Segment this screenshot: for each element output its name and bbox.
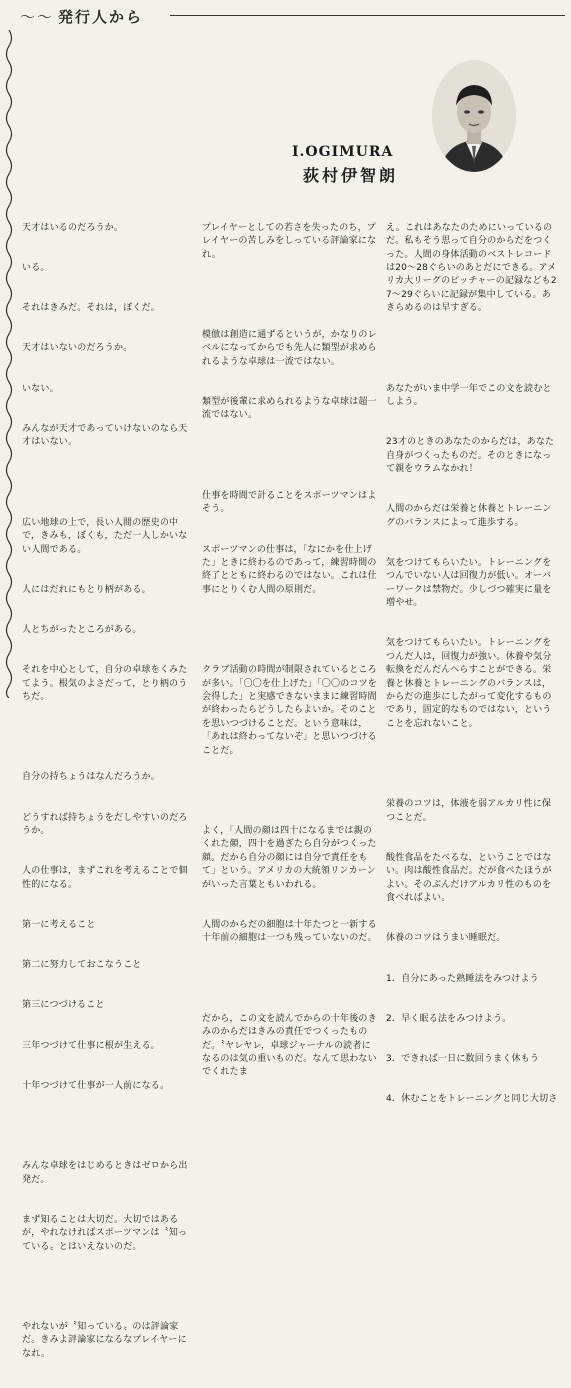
paragraph: あなたがいま中学一年でこの文を読むとしよう。 bbox=[386, 383, 552, 408]
paragraph: 第一に考えること bbox=[22, 919, 96, 930]
paragraph: それはきみだ。それは，ぼくだ。 bbox=[22, 303, 161, 314]
paragraph: 酸性食品をたべるな，ということではない。肉は酸性食品だ。だが食べたほうがよい。そのぶんだけアルカリ性のものを食べればよい。 bbox=[386, 852, 552, 904]
paragraph: プレイヤーとしての若さを失ったのち，プレイヤーの苦しみをしっている評論家になれ。 bbox=[202, 222, 377, 260]
paragraph: いる。 bbox=[22, 263, 50, 274]
text-column-2 bbox=[202, 195, 378, 1107]
paragraph: 広い地球の上で，長い人間の歴史の中で，きみも，ぼくも，ただ一人しかいない人間である。 bbox=[22, 517, 188, 555]
paragraph: いない。 bbox=[22, 383, 59, 394]
paragraph: 自分の持ちょうはなんだろうか。 bbox=[22, 772, 161, 783]
paragraph bbox=[202, 624, 378, 637]
paragraph: よく，「人間の顔は四十になるまでは親のくれた顔，四十を過ぎたら自分がつくった顔。だから自分の顔には自分で責任をもて」という。アメリカの大統領リンカーンがいった言葉ともいわれる。 bbox=[202, 826, 377, 890]
paragraph bbox=[202, 785, 378, 798]
paragraph: 人間のからだは栄養と休養とトレーニングのバランスによって進歩する。 bbox=[386, 504, 552, 528]
paragraph: 23才のときのあなたのからだは，あなた自身がつくったものだ。そのときになって親をウラムなかれ！ bbox=[386, 437, 555, 475]
paragraph bbox=[22, 477, 188, 490]
paragraph: 1．自分にあった熟睡法をみつけよう bbox=[386, 973, 539, 984]
author-name-japanese: 荻村伊智朗 bbox=[303, 166, 399, 185]
paragraph: やれないが〝知っている〟のは評論家だ。きみよ評論家になるなプレイヤーになれ。 bbox=[22, 1322, 187, 1359]
paragraph: 人とちがったところがある。 bbox=[22, 624, 142, 635]
paragraph: 類型が後輩に求められるような卓球は超一流ではない。 bbox=[202, 397, 377, 421]
paragraph: 十年つづけて仕事が一人前になる。 bbox=[22, 1080, 170, 1091]
paragraph: 第三につづけること bbox=[22, 1000, 105, 1011]
paragraph: 三年つづけて仕事に根が生える。 bbox=[22, 1040, 161, 1051]
portrait-illustration bbox=[432, 60, 516, 172]
paragraph: 4．休むことをトレーニングと同じ大切さ bbox=[386, 1094, 558, 1105]
paragraph: え。これはあなたのためにいっているのだ。私もそう思って自分のからだをつくった。人間の身体活動のベストレコードは20～28ぐらいのあとだにできる。アメリカ大リーグのピッチャーの記録なども27～29ぐらいに記録が集中している。あきらめるのは早すぎる。 bbox=[386, 222, 557, 314]
paragraph: みんな卓球をはじめるときはゼロから出発だ。 bbox=[22, 1161, 188, 1185]
paragraph: どうすれば持ちょうをだしやすいのだろうか。 bbox=[22, 812, 188, 837]
paragraph: クラブ活動の時間が制限されているところが多い。「〇〇を仕上げた」「〇〇のコツを会得した」と実感できないままに練習時間が終わったらどうしたらよいか。そのことを思いつづけることだ。という意味は，「あれは終わってないぞ」と思いつづけることだ。 bbox=[202, 665, 378, 756]
paragraph: 模倣は創造に通ずるというが，かなりのレベルになってからでも先人に類型が求められるような卓球は一流ではない。 bbox=[202, 330, 377, 367]
paragraph: 天才はいないのだろうか。 bbox=[22, 343, 133, 354]
paragraph: 人の仕事は，まずこれを考えることで個性的になる。 bbox=[22, 866, 188, 890]
text-column-1 bbox=[22, 195, 188, 1388]
paragraph bbox=[386, 342, 558, 355]
paragraph: 2．早く眠る法をみつけよう。 bbox=[386, 1013, 512, 1024]
paragraph: まず知ることは大切だ。大切ではあるが，やれなければスポーツマンは〝知っている〟とはいえないのだ。 bbox=[22, 1214, 188, 1252]
paragraph: 仕事を時間で計ることをスポーツマンはよそう。 bbox=[202, 490, 377, 515]
paragraph: 3．できれば一日に数回うまく休もう bbox=[386, 1053, 540, 1064]
header-rule bbox=[170, 15, 565, 16]
text-column-3 bbox=[386, 195, 558, 1133]
author-portrait bbox=[432, 60, 516, 172]
paragraph bbox=[202, 973, 378, 986]
paragraph: みんなが天才であっていけないのなら天才はいない。 bbox=[22, 423, 188, 448]
paragraph: 休養のコツはうまい睡眠だ。 bbox=[386, 933, 506, 944]
paragraph bbox=[202, 289, 378, 302]
paragraph bbox=[22, 731, 188, 744]
paragraph: 天才はいるのだろうか。 bbox=[22, 222, 124, 233]
paragraph bbox=[22, 1120, 188, 1133]
paragraph: 人間のからだの細胞は十年たつと一新する十年前の細胞は一つも残っていないのだ。 bbox=[202, 919, 377, 944]
paragraph: だから，この文を読んでからの十年後のきみのからだはきみの責任でつくったものだ。〝ヤレヤレ，卓球ジャーナルの読者になるのは気の重いものだ。なんて思わないでくれたま bbox=[202, 1013, 377, 1078]
paragraph: スポーツマンの仕事は，「なにかを仕上げた」ときに終わるのであって，練習時間の終了とともに終わるのではない。これは仕事にとりくむ人間の原則だ。 bbox=[202, 544, 377, 595]
section-title: 〜〜 発行人から bbox=[20, 6, 143, 27]
paragraph: 人にはだれにもとり柄がある。 bbox=[22, 584, 151, 595]
wavy-border-left bbox=[2, 30, 16, 698]
paragraph: 気をつけてもらいたい。トレーニングをつんだ人は，回復力が強い。休養や気分転換をだんだんへらすことができる。栄養と休養とトレーニングのバランスは，からだの進歩にしたがって変化するものであり，固定的なものではない，ということを忘れないこと。 bbox=[386, 638, 552, 729]
paragraph: 第二に努力しておこなうこと bbox=[22, 960, 142, 971]
paragraph: 栄養のコツは，体液を弱アルカリ性に保つことだ。 bbox=[386, 799, 552, 823]
paragraph bbox=[386, 758, 558, 771]
paragraph: 気をつけてもらいたい。トレーニングをつんでいない人は回復力が低い。オーバーワークは禁物だ。少しづつ確実に量を増やせ。 bbox=[386, 557, 552, 609]
paragraph: それを中心として，自分の卓球をくみたてよう。根気のよさだって，とり柄のうちだ。 bbox=[22, 665, 188, 703]
paragraph bbox=[202, 450, 378, 463]
paragraph bbox=[22, 1281, 188, 1294]
author-name-english: I.OGIMURA bbox=[292, 144, 394, 160]
